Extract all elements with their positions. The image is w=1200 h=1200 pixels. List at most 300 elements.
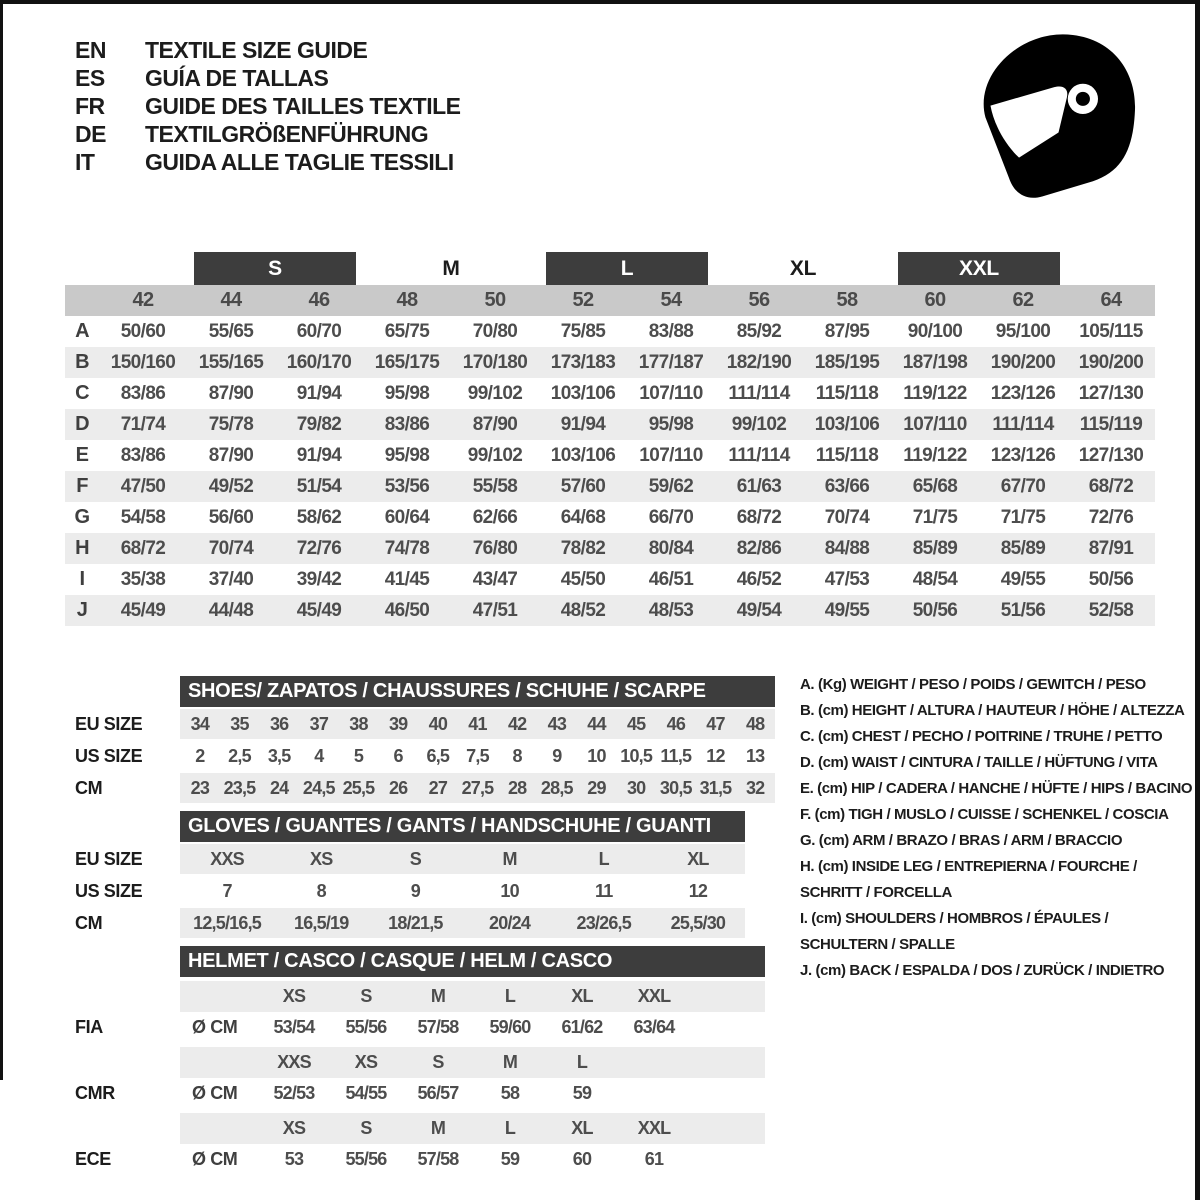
- gloves-size-value: S: [409, 848, 422, 869]
- measurement-row-label: J: [76, 599, 88, 621]
- helmet-section-ece: [65, 1113, 765, 1175]
- helmet-size-band: [180, 1113, 765, 1144]
- helmet-diameter-prefix: Ø CM: [192, 1149, 238, 1169]
- helmet-size-value: 61: [644, 1149, 664, 1169]
- size-group-header-row: [65, 252, 1155, 285]
- measurement-value-cell: 83/86: [384, 413, 430, 435]
- helmet-value-row: [65, 1078, 765, 1109]
- helmet-size-value: 54/55: [345, 1083, 387, 1103]
- image-border-top: [0, 0, 1200, 4]
- shoes-table-header: SHOES/ ZAPATOS / CHAUSSURES / SCHUHE / SCARPE: [180, 676, 775, 707]
- legend-entry: E. (cm) HIP / CADERA / HANCHE / HÜFTE / HIPS / BACINO: [800, 780, 1193, 797]
- measurement-row: [65, 533, 1155, 564]
- measurement-value-cell: 43/47: [472, 568, 518, 590]
- measurement-value-cell: 50/56: [1088, 568, 1134, 590]
- measurement-value-cell: 91/94: [560, 413, 606, 435]
- measurement-value-cell: 111/114: [728, 382, 790, 404]
- measurement-value-cell: 39/42: [296, 568, 342, 590]
- measurement-value-cell: 68/72: [120, 537, 166, 559]
- gloves-size-value: 9: [410, 880, 421, 901]
- measurement-value-cell: 185/195: [814, 351, 880, 373]
- measurement-row: [65, 347, 1155, 378]
- numeric-size-cell: 48: [396, 289, 418, 311]
- measurement-value-cell: 150/160: [110, 351, 176, 373]
- gloves-size-value: 16,5/19: [294, 912, 349, 933]
- numeric-size-cell: 62: [1012, 289, 1034, 311]
- gloves-row-band: [180, 844, 745, 874]
- helmet-diameter-prefix: Ø CM: [192, 1083, 238, 1103]
- language-title: TEXTILE SIZE GUIDE: [145, 36, 368, 63]
- measurement-value-cell: 75/78: [208, 413, 254, 435]
- shoes-row-label: US SIZE: [75, 745, 143, 766]
- measurement-row: [65, 440, 1155, 471]
- measurement-row: [65, 316, 1155, 347]
- shoes-size-value: 48: [745, 713, 765, 734]
- measurement-value-cell: 71/75: [1000, 506, 1046, 528]
- shoes-size-value: 42: [507, 713, 527, 734]
- measurement-row-label: H: [75, 537, 89, 559]
- measurement-row-label: B: [75, 351, 89, 373]
- helmet-size-value: 58: [500, 1083, 520, 1103]
- legend-entry: H. (cm) INSIDE LEG / ENTREPIERNA / FOURCHE / SCHRITT / FORCELLA: [800, 858, 1137, 901]
- shoes-size-value: 31,5: [699, 777, 732, 798]
- gloves-size-value: 12: [688, 880, 708, 901]
- helmet-size-value: 60: [572, 1149, 592, 1169]
- measurement-rows: [65, 316, 1155, 626]
- numeric-size-row: [65, 285, 1155, 316]
- shoes-size-value: 43: [547, 713, 567, 734]
- gloves-size-row: [65, 908, 745, 938]
- helmet-size-label: XXS: [277, 1052, 311, 1072]
- gloves-row-label: US SIZE: [75, 880, 143, 901]
- measurement-value-cell: 68/72: [736, 506, 782, 528]
- helmet-size-value: 57/58: [417, 1149, 459, 1169]
- measurement-value-cell: 64/68: [560, 506, 606, 528]
- gloves-size-table: [65, 811, 745, 938]
- shoes-size-value: 6,5: [426, 745, 450, 766]
- shoes-size-value: 24: [269, 777, 289, 798]
- measurement-value-cell: 182/190: [726, 351, 792, 373]
- measurement-value-cell: 65/68: [912, 475, 958, 497]
- shoes-size-value: 2,5: [228, 745, 251, 766]
- gloves-size-value: 20/24: [489, 912, 531, 933]
- shoes-size-value: 2: [195, 745, 205, 766]
- helmet-size-label: S: [360, 1118, 372, 1138]
- numeric-size-cell: 54: [660, 289, 682, 311]
- gloves-row-band: [180, 876, 745, 906]
- measurement-value-cell: 99/102: [467, 382, 523, 404]
- gloves-size-value: 12,5/16,5: [193, 912, 262, 933]
- shoes-row-band: [180, 741, 775, 771]
- measurement-row-label: D: [75, 413, 89, 435]
- measurement-value-cell: 87/90: [208, 444, 254, 466]
- measurement-row-label: F: [76, 475, 88, 497]
- helmet-value-band: [180, 1144, 765, 1175]
- measurement-value-cell: 160/170: [286, 351, 352, 373]
- measurement-value-cell: 119/122: [903, 444, 967, 466]
- language-code: IT: [75, 148, 95, 175]
- shoes-size-value: 4: [314, 745, 324, 766]
- helmet-size-label: M: [430, 986, 446, 1006]
- shoes-size-value: 9: [552, 745, 562, 766]
- measurement-value-cell: 45/50: [560, 568, 606, 590]
- shoes-row-band: [180, 709, 775, 739]
- shoes-row-label: EU SIZE: [75, 713, 143, 734]
- shoes-size-value: 27: [428, 777, 448, 798]
- measurement-value-cell: 107/110: [639, 382, 703, 404]
- helmet-size-value: 53: [284, 1149, 304, 1169]
- measurement-row: [65, 502, 1155, 533]
- measurement-value-cell: 127/130: [1078, 444, 1144, 466]
- measurement-value-cell: 48/52: [560, 599, 606, 621]
- helmet-size-label: L: [504, 986, 516, 1006]
- measurement-value-cell: 90/100: [907, 320, 963, 342]
- helmet-size-label: XL: [571, 986, 593, 1006]
- measurement-value-cell: 48/54: [912, 568, 958, 590]
- numeric-size-cell: 64: [1100, 289, 1122, 311]
- gloves-size-value: 7: [222, 880, 232, 901]
- language-code: ES: [75, 64, 105, 91]
- measurement-value-cell: 87/91: [1088, 537, 1134, 559]
- size-group-m: M: [442, 256, 460, 280]
- gloves-size-value: 23/26,5: [576, 912, 631, 933]
- shoes-size-value: 28: [507, 777, 527, 798]
- gloves-size-value: XS: [310, 848, 333, 869]
- helmet-size-label: L: [576, 1052, 588, 1072]
- helmet-row-label-spacer: [65, 1047, 180, 1078]
- shoes-size-value: 23: [190, 777, 210, 798]
- shoes-size-value: 5: [353, 745, 364, 766]
- language-row: [75, 64, 461, 92]
- measurement-value-cell: 60/64: [384, 506, 430, 528]
- measurement-value-cell: 70/74: [208, 537, 254, 559]
- measurement-value-cell: 99/102: [467, 444, 523, 466]
- measurement-value-cell: 72/76: [1088, 506, 1134, 528]
- helmet-size-value: 59: [500, 1149, 520, 1169]
- measurement-value-cell: 35/38: [120, 568, 166, 590]
- shoes-size-value: 34: [190, 713, 210, 734]
- measurement-value-cell: 85/89: [912, 537, 958, 559]
- measurement-value-cell: 66/70: [648, 506, 694, 528]
- measurement-value-cell: 72/76: [296, 537, 342, 559]
- helmet-table-header: HELMET / CASCO / CASQUE / HELM / CASCO: [180, 946, 765, 977]
- measurement-value-cell: 119/122: [903, 382, 967, 404]
- shoes-size-value: 25,5: [342, 777, 375, 798]
- measurement-value-cell: 49/55: [824, 599, 870, 621]
- measurement-value-cell: 155/165: [198, 351, 264, 373]
- helmet-size-value: 59/60: [489, 1017, 531, 1037]
- legend-entry: D. (cm) WAIST / CINTURA / TAILLE / HÜFTUNG / VITA: [800, 754, 1158, 771]
- measurement-value-cell: 95/98: [648, 413, 694, 435]
- shoes-row-band: [180, 773, 775, 803]
- measurement-value-cell: 62/66: [472, 506, 518, 528]
- measurement-value-cell: 170/180: [462, 351, 528, 373]
- numeric-size-cell: 58: [836, 289, 858, 311]
- helmet-size-label: M: [502, 1052, 518, 1072]
- shoes-size-value: 39: [388, 713, 408, 734]
- shoes-size-table: [65, 676, 775, 803]
- measurement-value-cell: 75/85: [560, 320, 606, 342]
- measurement-value-cell: 47/51: [472, 599, 518, 621]
- helmet-size-label: XS: [282, 1118, 306, 1138]
- size-group-xl: XL: [789, 256, 817, 280]
- measurement-value-cell: 99/102: [731, 413, 787, 435]
- helmet-size-label: XXL: [637, 986, 671, 1006]
- language-title-list: [75, 36, 461, 176]
- measurement-row-label: C: [75, 382, 89, 404]
- textile-size-table: [65, 252, 1155, 626]
- shoes-size-value: 24,5: [302, 777, 335, 798]
- shoes-size-value: 30,5: [659, 777, 692, 798]
- helmet-diameter-prefix: Ø CM: [192, 1017, 238, 1037]
- helmet-standard-label: CMR: [75, 1083, 115, 1103]
- measurement-value-cell: 177/187: [638, 351, 704, 373]
- shoes-size-value: 47: [706, 713, 725, 734]
- helmet-size-label: XL: [571, 1118, 593, 1138]
- measurement-value-cell: 54/58: [120, 506, 166, 528]
- legend-entry: A. (Kg) WEIGHT / PESO / POIDS / GEWITCH / PESO: [800, 676, 1146, 693]
- shoes-size-value: 30: [626, 777, 646, 798]
- measurement-value-cell: 46/50: [384, 599, 430, 621]
- measurement-value-cell: 95/98: [384, 382, 430, 404]
- measurement-value-cell: 55/58: [472, 475, 518, 497]
- measurement-value-cell: 85/92: [736, 320, 782, 342]
- gloves-row-label: CM: [75, 912, 103, 933]
- measurement-value-cell: 52/58: [1088, 599, 1134, 621]
- measurement-value-cell: 46/51: [648, 568, 694, 590]
- language-title: TEXTILGRÖßENFÜHRUNG: [145, 120, 429, 147]
- shoes-size-value: 40: [428, 713, 448, 734]
- measurement-value-cell: 107/110: [639, 444, 703, 466]
- helmet-size-label-row: [65, 1113, 765, 1144]
- measurement-value-cell: 83/86: [120, 382, 166, 404]
- measurement-value-cell: 107/110: [903, 413, 967, 435]
- shoes-size-value: 12: [706, 745, 725, 766]
- shoes-size-row: [65, 773, 775, 803]
- measurement-value-cell: 37/40: [208, 568, 254, 590]
- measurement-value-cell: 61/63: [736, 475, 782, 497]
- legend-entry: B. (cm) HEIGHT / ALTURA / HAUTEUR / HÖHE / ALTEZZA: [800, 702, 1185, 719]
- language-title: GUÍA DE TALLAS: [145, 64, 329, 91]
- gloves-size-value: 18/21,5: [388, 912, 443, 933]
- measurement-value-cell: 83/86: [120, 444, 166, 466]
- measurement-row: [65, 409, 1155, 440]
- measurement-value-cell: 71/74: [120, 413, 166, 435]
- measurement-value-cell: 59/62: [648, 475, 694, 497]
- legend-entry: G. (cm) ARM / BRAZO / BRAS / ARM / BRACCIO: [800, 832, 1123, 849]
- language-row: [75, 92, 461, 120]
- gloves-row-label: EU SIZE: [75, 848, 143, 869]
- helmet-row-label-spacer: [65, 1113, 180, 1144]
- shoes-size-value: 44: [587, 713, 606, 734]
- language-code: EN: [75, 36, 106, 63]
- measurement-value-cell: 111/114: [992, 413, 1054, 435]
- measurement-value-cell: 53/56: [384, 475, 430, 497]
- measurement-row-label: E: [75, 444, 89, 466]
- helmet-size-table: [65, 946, 765, 1175]
- helmet-section-fia: [65, 981, 765, 1043]
- gloves-table-header: GLOVES / GUANTES / GANTS / HANDSCHUHE / GUANTI: [180, 811, 745, 842]
- measurement-value-cell: 58/62: [296, 506, 342, 528]
- shoes-size-value: 13: [745, 745, 765, 766]
- gloves-row-band: [180, 908, 745, 938]
- shoes-size-value: 36: [269, 713, 289, 734]
- helmet-value-band: [180, 1078, 765, 1109]
- helmet-size-value: 61/62: [561, 1017, 603, 1037]
- measurement-value-cell: 41/45: [384, 568, 430, 590]
- measurement-value-cell: 173/183: [550, 351, 616, 373]
- gloves-size-row: [65, 844, 745, 874]
- measurement-value-cell: 71/75: [912, 506, 958, 528]
- numeric-size-cell: 56: [748, 289, 770, 311]
- shoes-size-value: 6: [393, 745, 403, 766]
- shoes-size-value: 27,5: [461, 777, 494, 798]
- size-group-xxl: XXL: [898, 252, 1060, 285]
- helmet-size-label: L: [504, 1118, 516, 1138]
- shoes-size-value: 10: [587, 745, 606, 766]
- measurement-value-cell: 63/66: [824, 475, 870, 497]
- measurement-value-cell: 79/82: [296, 413, 342, 435]
- measurement-legend: [800, 672, 1196, 984]
- measurement-value-cell: 49/55: [1000, 568, 1046, 590]
- shoes-row-label: CM: [75, 777, 103, 798]
- measurement-value-cell: 87/95: [824, 320, 870, 342]
- gloves-size-row: [65, 876, 745, 906]
- measurement-row: [65, 564, 1155, 595]
- numeric-size-cell: 52: [572, 289, 594, 311]
- measurement-value-cell: 50/56: [912, 599, 958, 621]
- image-border-left: [0, 0, 3, 1080]
- helmet-size-label: M: [430, 1118, 446, 1138]
- measurement-value-cell: 46/52: [736, 568, 782, 590]
- legend-entry: C. (cm) CHEST / PECHO / POITRINE / TRUHE / PETTO: [800, 728, 1163, 745]
- helmet-value-row: [65, 1144, 765, 1175]
- shoes-size-value: 28,5: [540, 777, 573, 798]
- measurement-value-cell: 51/56: [1000, 599, 1046, 621]
- measurement-value-cell: 123/126: [990, 444, 1056, 466]
- measurement-value-cell: 91/94: [296, 444, 342, 466]
- shoes-size-row: [65, 709, 775, 739]
- helmet-standard-sections: [65, 981, 765, 1175]
- shoes-size-value: 7,5: [466, 745, 489, 766]
- gloves-size-value: L: [598, 848, 609, 869]
- measurement-value-cell: 103/106: [550, 444, 616, 466]
- numeric-size-cell: 46: [308, 289, 330, 311]
- helmet-size-value: 55/56: [345, 1149, 387, 1169]
- measurement-value-cell: 85/89: [1000, 537, 1046, 559]
- helmet-standard-label: ECE: [75, 1149, 111, 1169]
- measurement-value-cell: 105/115: [1079, 320, 1143, 342]
- gloves-size-value: M: [502, 848, 517, 869]
- measurement-value-cell: 84/88: [824, 537, 870, 559]
- measurement-value-cell: 57/60: [560, 475, 606, 497]
- helmet-size-value: 56/57: [417, 1083, 459, 1103]
- measurement-value-cell: 70/74: [824, 506, 870, 528]
- measurement-value-cell: 95/100: [995, 320, 1051, 342]
- language-title: GUIDE DES TAILLES TEXTILE: [145, 92, 461, 119]
- measurement-value-cell: 91/94: [296, 382, 342, 404]
- measurement-value-cell: 44/48: [208, 599, 254, 621]
- helmet-size-label: S: [432, 1052, 444, 1072]
- gloves-size-value: 25,5/30: [670, 912, 726, 933]
- shoes-size-value: 41: [468, 713, 487, 734]
- helmet-size-value: 52/53: [273, 1083, 315, 1103]
- shoes-size-value: 45: [626, 713, 646, 734]
- measurement-value-cell: 60/70: [296, 320, 342, 342]
- helmet-size-value: 59: [572, 1083, 592, 1103]
- language-code: DE: [75, 120, 106, 147]
- measurement-value-cell: 95/98: [384, 444, 430, 466]
- helmet-value-row: [65, 1012, 765, 1043]
- measurement-value-cell: 68/72: [1088, 475, 1134, 497]
- measurement-value-cell: 45/49: [296, 599, 342, 621]
- measurement-value-cell: 50/60: [120, 320, 166, 342]
- gloves-size-value: 8: [316, 880, 326, 901]
- legend-entry: J. (cm) BACK / ESPALDA / DOS / ZURÜCK / INDIETRO: [800, 962, 1165, 979]
- language-row: [75, 36, 461, 64]
- measurement-value-cell: 111/114: [728, 444, 790, 466]
- shoes-size-value: 8: [512, 745, 522, 766]
- gloves-size-value: XL: [687, 848, 709, 869]
- measurement-value-cell: 47/50: [120, 475, 166, 497]
- shoes-size-row: [65, 741, 775, 771]
- measurement-row-label: A: [75, 320, 89, 342]
- measurement-value-cell: 80/84: [648, 537, 694, 559]
- measurement-value-cell: 190/200: [1078, 351, 1144, 373]
- measurement-value-cell: 47/53: [824, 568, 870, 590]
- measurement-row: [65, 471, 1155, 502]
- measurement-value-cell: 87/90: [472, 413, 518, 435]
- measurement-value-cell: 82/86: [736, 537, 782, 559]
- numeric-size-cell: 60: [924, 289, 946, 311]
- measurement-value-cell: 165/175: [374, 351, 440, 373]
- measurement-value-cell: 115/118: [815, 444, 879, 466]
- shoes-size-value: 37: [309, 713, 329, 734]
- measurement-row-label: G: [74, 506, 90, 528]
- shoes-size-value: 3,5: [267, 745, 291, 766]
- gloves-size-value: 11: [595, 880, 613, 901]
- helmet-size-label: S: [360, 986, 372, 1006]
- measurement-value-cell: 83/88: [648, 320, 694, 342]
- language-code: FR: [75, 92, 105, 119]
- legend-entry: I. (cm) SHOULDERS / HOMBROS / ÉPAULES / SCHULTERN / SPALLE: [800, 910, 1109, 953]
- shoes-size-value: 29: [587, 777, 606, 798]
- helmet-size-label-row: [65, 981, 765, 1012]
- shoes-size-value: 35: [230, 713, 249, 734]
- language-title: GUIDA ALLE TAGLIE TESSILI: [145, 148, 454, 175]
- helmet-size-value: 55/56: [345, 1017, 387, 1037]
- measurement-value-cell: 103/106: [550, 382, 616, 404]
- shoes-size-value: 10,5: [620, 745, 653, 766]
- measurement-value-cell: 187/198: [902, 351, 968, 373]
- helmet-size-label: XS: [282, 986, 306, 1006]
- size-group-l: L: [546, 252, 708, 285]
- helmet-value-band: [180, 1012, 765, 1043]
- measurement-value-cell: 65/75: [384, 320, 430, 342]
- measurement-value-cell: 49/52: [208, 475, 254, 497]
- language-row: [75, 120, 461, 148]
- shoes-size-value: 26: [388, 777, 408, 798]
- racing-helmet-icon: [972, 24, 1140, 204]
- helmet-size-band: [180, 1047, 765, 1078]
- numeric-size-cell: 42: [132, 289, 154, 311]
- footwear-accessory-tables: [65, 676, 775, 1183]
- helmet-size-value: 57/58: [417, 1017, 459, 1037]
- measurement-value-cell: 51/54: [296, 475, 342, 497]
- measurement-value-cell: 78/82: [560, 537, 606, 559]
- measurement-value-cell: 45/49: [120, 599, 166, 621]
- shoes-size-value: 11,5: [660, 745, 692, 766]
